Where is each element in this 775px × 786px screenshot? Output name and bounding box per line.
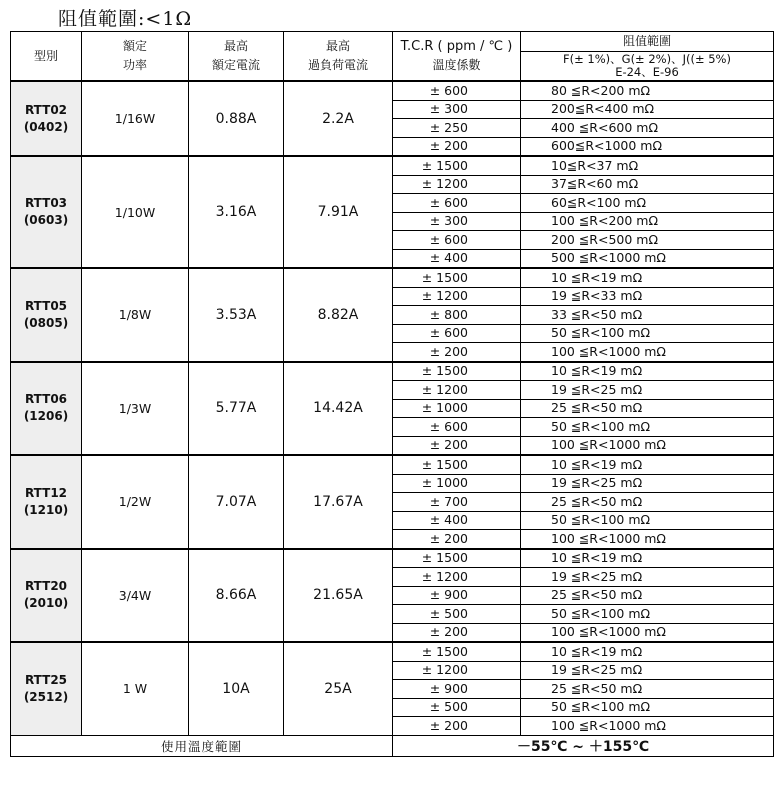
overload-current: 2.2A	[322, 110, 354, 127]
footer-row	[11, 735, 774, 756]
header-current	[189, 32, 284, 82]
resistance-range: 19 ≦R<25 mΩ	[521, 381, 774, 400]
header-tcr	[393, 32, 521, 82]
tcr-value: ± 900	[393, 680, 521, 699]
resistance-range: 100 ≦R<1000 mΩ	[521, 530, 774, 549]
tcr-value: ± 600	[393, 418, 521, 437]
resistance-range: 19 ≦R<25 mΩ	[521, 568, 774, 587]
tcr-value: ± 1200	[393, 287, 521, 306]
tcr-value: ± 600	[393, 324, 521, 343]
header-type: 型別	[11, 32, 82, 82]
header-power-line1: 額定	[122, 39, 147, 53]
tcr-value: ± 1200	[393, 175, 521, 194]
current-cell	[189, 81, 284, 156]
overload-cell	[284, 455, 393, 549]
rated-current: 3.53A	[215, 306, 257, 323]
tcr-value: ± 1500	[393, 455, 521, 474]
model-cell	[11, 549, 82, 643]
header-range-sub-line2: E-24、E-96	[615, 65, 679, 79]
tcr-value: ± 800	[393, 306, 521, 325]
resistance-range: 100 ≦R<200 mΩ	[521, 212, 774, 231]
tcr-value: ± 1000	[393, 399, 521, 418]
table-row	[11, 81, 774, 100]
tcr-value: ± 200	[393, 530, 521, 549]
rated-power: 1/10W	[114, 204, 156, 220]
resistance-range: 37≦R<60 mΩ	[521, 175, 774, 194]
tcr-value: ± 600	[393, 194, 521, 213]
resistance-range: 10 ≦R<19 mΩ	[521, 455, 774, 474]
header-range-title: 阻值範圍	[521, 32, 774, 52]
table-row	[11, 156, 774, 175]
overload-current: 14.42A	[313, 400, 363, 417]
rated-power: 1/2W	[118, 494, 152, 510]
model-size: (0402)	[23, 119, 69, 134]
resistance-range: 100 ≦R<1000 mΩ	[521, 436, 774, 455]
header-power	[82, 32, 189, 82]
tcr-value: ± 200	[393, 623, 521, 642]
rated-current: 5.77A	[215, 400, 257, 417]
model-name: RTT05	[24, 298, 68, 313]
resistance-range: 19 ≦R<33 mΩ	[521, 287, 774, 306]
resistance-range: 19 ≦R<25 mΩ	[521, 474, 774, 493]
model-size: (1210)	[23, 502, 69, 517]
tcr-value: ± 300	[393, 212, 521, 231]
tcr-value: ± 1500	[393, 642, 521, 661]
header-tcr-line2: 溫度係數	[432, 58, 481, 72]
power-cell	[82, 362, 189, 456]
model-name: RTT06	[24, 392, 68, 407]
header-current-line1: 最高	[223, 39, 248, 53]
operating-temp-label: 使用溫度範圍	[11, 735, 393, 756]
header-row	[11, 32, 774, 52]
tcr-value: ± 400	[393, 511, 521, 530]
tcr-value: ± 900	[393, 586, 521, 605]
tcr-value: ± 1200	[393, 568, 521, 587]
tcr-value: ± 600	[393, 81, 521, 100]
resistance-range: 100 ≦R<1000 mΩ	[521, 343, 774, 362]
resistance-range: 100 ≦R<1000 mΩ	[521, 623, 774, 642]
resistance-range: 25 ≦R<50 mΩ	[521, 680, 774, 699]
resistance-range: 60≦R<100 mΩ	[521, 194, 774, 213]
tcr-value: ± 200	[393, 343, 521, 362]
power-cell	[82, 81, 189, 156]
model-name: RTT25	[24, 672, 68, 687]
table-row	[11, 642, 774, 661]
power-cell	[82, 642, 189, 735]
resistance-range: 10≦R<37 mΩ	[521, 156, 774, 175]
table-row	[11, 362, 774, 381]
overload-cell	[284, 156, 393, 268]
overload-current: 17.67A	[313, 493, 363, 510]
overload-current: 25A	[324, 680, 352, 697]
model-size: (2512)	[23, 689, 69, 704]
header-range-sub-line1: F(± 1%)、G(± 2%)、J((± 5%)	[563, 52, 731, 66]
rated-power: 1/3W	[118, 400, 152, 416]
current-cell	[189, 455, 284, 549]
tcr-value: ± 400	[393, 249, 521, 268]
overload-cell	[284, 81, 393, 156]
model-cell	[11, 455, 82, 549]
tcr-value: ± 600	[393, 231, 521, 250]
resistance-range: 10 ≦R<19 mΩ	[521, 268, 774, 287]
resistance-range: 50 ≦R<100 mΩ	[521, 324, 774, 343]
rated-power: 1/8W	[118, 307, 152, 323]
tcr-value: ± 1200	[393, 381, 521, 400]
rated-power: 1 W	[122, 681, 148, 697]
resistance-range: 200 ≦R<500 mΩ	[521, 231, 774, 250]
model-name: RTT03	[24, 196, 68, 210]
operating-temp-value: －55℃ ~ ＋155℃	[393, 735, 774, 756]
tcr-value: ± 1500	[393, 268, 521, 287]
rated-current: 8.66A	[215, 587, 257, 604]
resistance-range: 25 ≦R<50 mΩ	[521, 586, 774, 605]
model-cell	[11, 268, 82, 362]
tcr-value: ± 500	[393, 605, 521, 624]
model-name: RTT20	[24, 579, 68, 594]
header-power-line2: 功率	[122, 58, 147, 72]
header-overload	[284, 32, 393, 82]
tcr-value: ± 500	[393, 698, 521, 717]
model-size: (2010)	[23, 596, 69, 611]
power-cell	[82, 455, 189, 549]
power-cell	[82, 268, 189, 362]
table-body	[11, 81, 774, 735]
header-overload-line1: 最高	[325, 39, 350, 53]
resistance-range: 10 ≦R<19 mΩ	[521, 362, 774, 381]
header-overload-line2: 過負荷電流	[307, 58, 368, 72]
resistance-range: 200≦R<400 mΩ	[521, 100, 774, 119]
header-range-sub	[521, 52, 774, 82]
power-cell	[82, 549, 189, 643]
model-size: (0603)	[23, 213, 69, 227]
resistance-range: 50 ≦R<100 mΩ	[521, 511, 774, 530]
overload-current: 21.65A	[313, 587, 363, 604]
current-cell	[189, 268, 284, 362]
model-size: (0805)	[23, 315, 69, 330]
tcr-value: ± 1500	[393, 549, 521, 568]
current-cell	[189, 362, 284, 456]
tcr-value: ± 1500	[393, 362, 521, 381]
rated-current: 3.16A	[215, 204, 257, 220]
rated-current: 0.88A	[215, 110, 257, 127]
table-row	[11, 455, 774, 474]
model-cell	[11, 362, 82, 456]
overload-cell	[284, 549, 393, 643]
resistance-range: 19 ≦R<25 mΩ	[521, 661, 774, 680]
rated-power: 1/16W	[114, 111, 156, 126]
resistance-range: 10 ≦R<19 mΩ	[521, 549, 774, 568]
tcr-value: ± 200	[393, 137, 521, 156]
resistance-range: 80 ≦R<200 mΩ	[521, 81, 774, 100]
overload-cell	[284, 268, 393, 362]
resistance-range: 50 ≦R<100 mΩ	[521, 698, 774, 717]
tcr-value: ± 200	[393, 436, 521, 455]
tcr-value: ± 300	[393, 100, 521, 119]
model-cell	[11, 642, 82, 735]
overload-cell	[284, 642, 393, 735]
resistance-range: 50 ≦R<100 mΩ	[521, 605, 774, 624]
model-name: RTT12	[24, 485, 68, 500]
resistance-range: 500 ≦R<1000 mΩ	[521, 249, 774, 268]
resistance-range: 33 ≦R<50 mΩ	[521, 306, 774, 325]
tcr-value: ± 700	[393, 493, 521, 512]
current-cell	[189, 156, 284, 268]
resistor-spec-table	[10, 31, 774, 757]
tcr-value: ± 1000	[393, 474, 521, 493]
model-size: (1206)	[23, 409, 69, 424]
rated-current: 7.07A	[215, 493, 257, 510]
header-current-line2: 額定電流	[211, 58, 260, 72]
table-row	[11, 549, 774, 568]
rated-current: 10A	[222, 680, 250, 697]
tcr-value: ± 200	[393, 717, 521, 736]
model-cell	[11, 81, 82, 156]
resistance-range: 50 ≦R<100 mΩ	[521, 418, 774, 437]
tcr-value: ± 250	[393, 119, 521, 138]
tcr-value: ± 1200	[393, 661, 521, 680]
tcr-value: ± 1500	[393, 156, 521, 175]
page-title: 阻值範圍:<1Ω	[58, 8, 193, 30]
resistance-range: 10 ≦R<19 mΩ	[521, 642, 774, 661]
resistance-range: 400 ≦R<600 mΩ	[521, 119, 774, 138]
resistance-range: 25 ≦R<50 mΩ	[521, 493, 774, 512]
current-cell	[189, 549, 284, 643]
power-cell	[82, 156, 189, 268]
model-cell	[11, 156, 82, 268]
overload-cell	[284, 362, 393, 456]
model-name: RTT02	[24, 102, 68, 117]
overload-current: 7.91A	[317, 204, 359, 220]
table-row	[11, 268, 774, 287]
resistance-range: 100 ≦R<1000 mΩ	[521, 717, 774, 736]
overload-current: 8.82A	[317, 306, 359, 323]
resistance-range: 25 ≦R<50 mΩ	[521, 399, 774, 418]
rated-power: 3/4W	[118, 587, 152, 603]
header-tcr-line1: T.C.R ( ppm / ℃ )	[400, 39, 513, 54]
resistance-range: 600≦R<1000 mΩ	[521, 137, 774, 156]
current-cell	[189, 642, 284, 735]
